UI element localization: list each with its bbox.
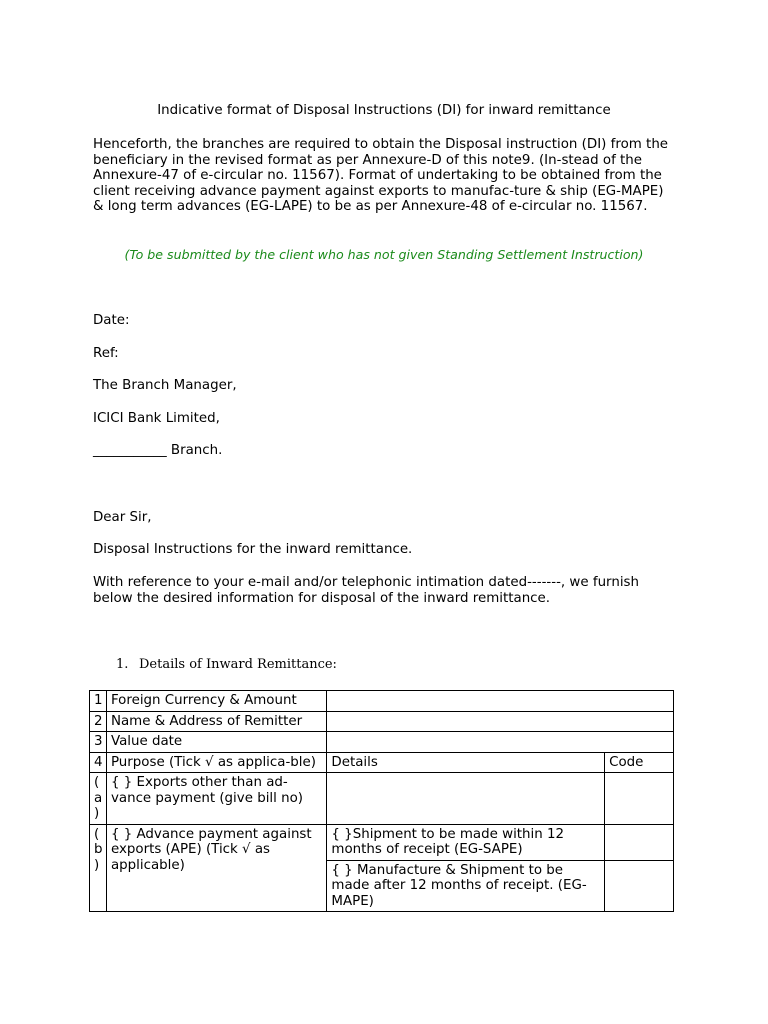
- intro-paragraph: Henceforth, the branches are required to obtain the Disposal instruction (DI) from the beneficiary in the revised format as per Annexure-D of this note9. (In-stead of the Annexure-47 of e-circular no. 11567). Format of undertaking to be obtained from the client receiving advance payment against exports to manufac-ture & ship (EG-MAPE) & long term advances (EG-LAPE) to be as per Annexure-48 of e-circular no. 11567.: [93, 137, 669, 214]
- sape-option[interactable]: { }Shipment to be made within 12 months of receipt (EG-SAPE): [327, 824, 605, 860]
- table-row: [90, 824, 674, 860]
- table-row: [90, 711, 674, 732]
- section-number: 1.: [116, 657, 129, 672]
- body-paragraph: With reference to your e-mail and/or telephonic intimation dated-------, we furnish below the desired information for disposal of the inward remittance.: [93, 575, 640, 606]
- row-label: Foreign Currency & Amount: [106, 691, 326, 712]
- document-title: Indicative format of Disposal Instructions (DI) for inward remittance: [157, 103, 611, 118]
- row-label: Purpose (Tick √ as applica-ble): [106, 752, 326, 773]
- row-label: Value date: [106, 732, 326, 753]
- table-row: [90, 732, 674, 753]
- value-date-field[interactable]: [327, 732, 674, 753]
- row-number: (a): [90, 773, 107, 825]
- sape-code-field[interactable]: [605, 824, 674, 860]
- mape-code-field[interactable]: [605, 860, 674, 912]
- section-title: Details of Inward Remittance:: [139, 657, 337, 672]
- currency-amount-field[interactable]: [327, 691, 674, 712]
- table-row: [90, 691, 674, 712]
- row-label: Name & Address of Remitter: [106, 711, 326, 732]
- row-number: 3: [90, 732, 107, 753]
- salutation: Dear Sir,: [93, 510, 152, 525]
- mape-option[interactable]: { } Manufacture & Shipment to be made after 12 months of receipt. (EG-MAPE): [327, 860, 605, 912]
- table-row: [90, 773, 674, 825]
- branch-line: ___________ Branch.: [93, 443, 223, 458]
- exports-details-field[interactable]: [327, 773, 605, 825]
- remitter-field[interactable]: [327, 711, 674, 732]
- code-header: Code: [605, 752, 674, 773]
- row-number: 1: [90, 691, 107, 712]
- row-number: 4: [90, 752, 107, 773]
- remittance-details-table: [89, 690, 674, 912]
- row-label: { } Exports other than ad-vance payment (give bill no): [106, 773, 326, 825]
- row-number: (b): [90, 824, 107, 912]
- date-label: Date:: [93, 313, 130, 328]
- details-header: Details: [327, 752, 605, 773]
- subject-line: Disposal Instructions for the inward remittance.: [93, 542, 413, 557]
- submission-note: (To be submitted by the client who has not given Standing Settlement Instruction): [124, 247, 644, 262]
- table-row: [90, 752, 674, 773]
- exports-code-field[interactable]: [605, 773, 674, 825]
- bank-name-line: ICICI Bank Limited,: [93, 411, 220, 426]
- row-label: { } Advance payment against exports (APE) (Tick √ as applicable): [106, 824, 326, 912]
- ref-label: Ref:: [93, 346, 119, 361]
- section-heading: [116, 657, 337, 673]
- addressee-line: The Branch Manager,: [93, 378, 237, 393]
- row-number: 2: [90, 711, 107, 732]
